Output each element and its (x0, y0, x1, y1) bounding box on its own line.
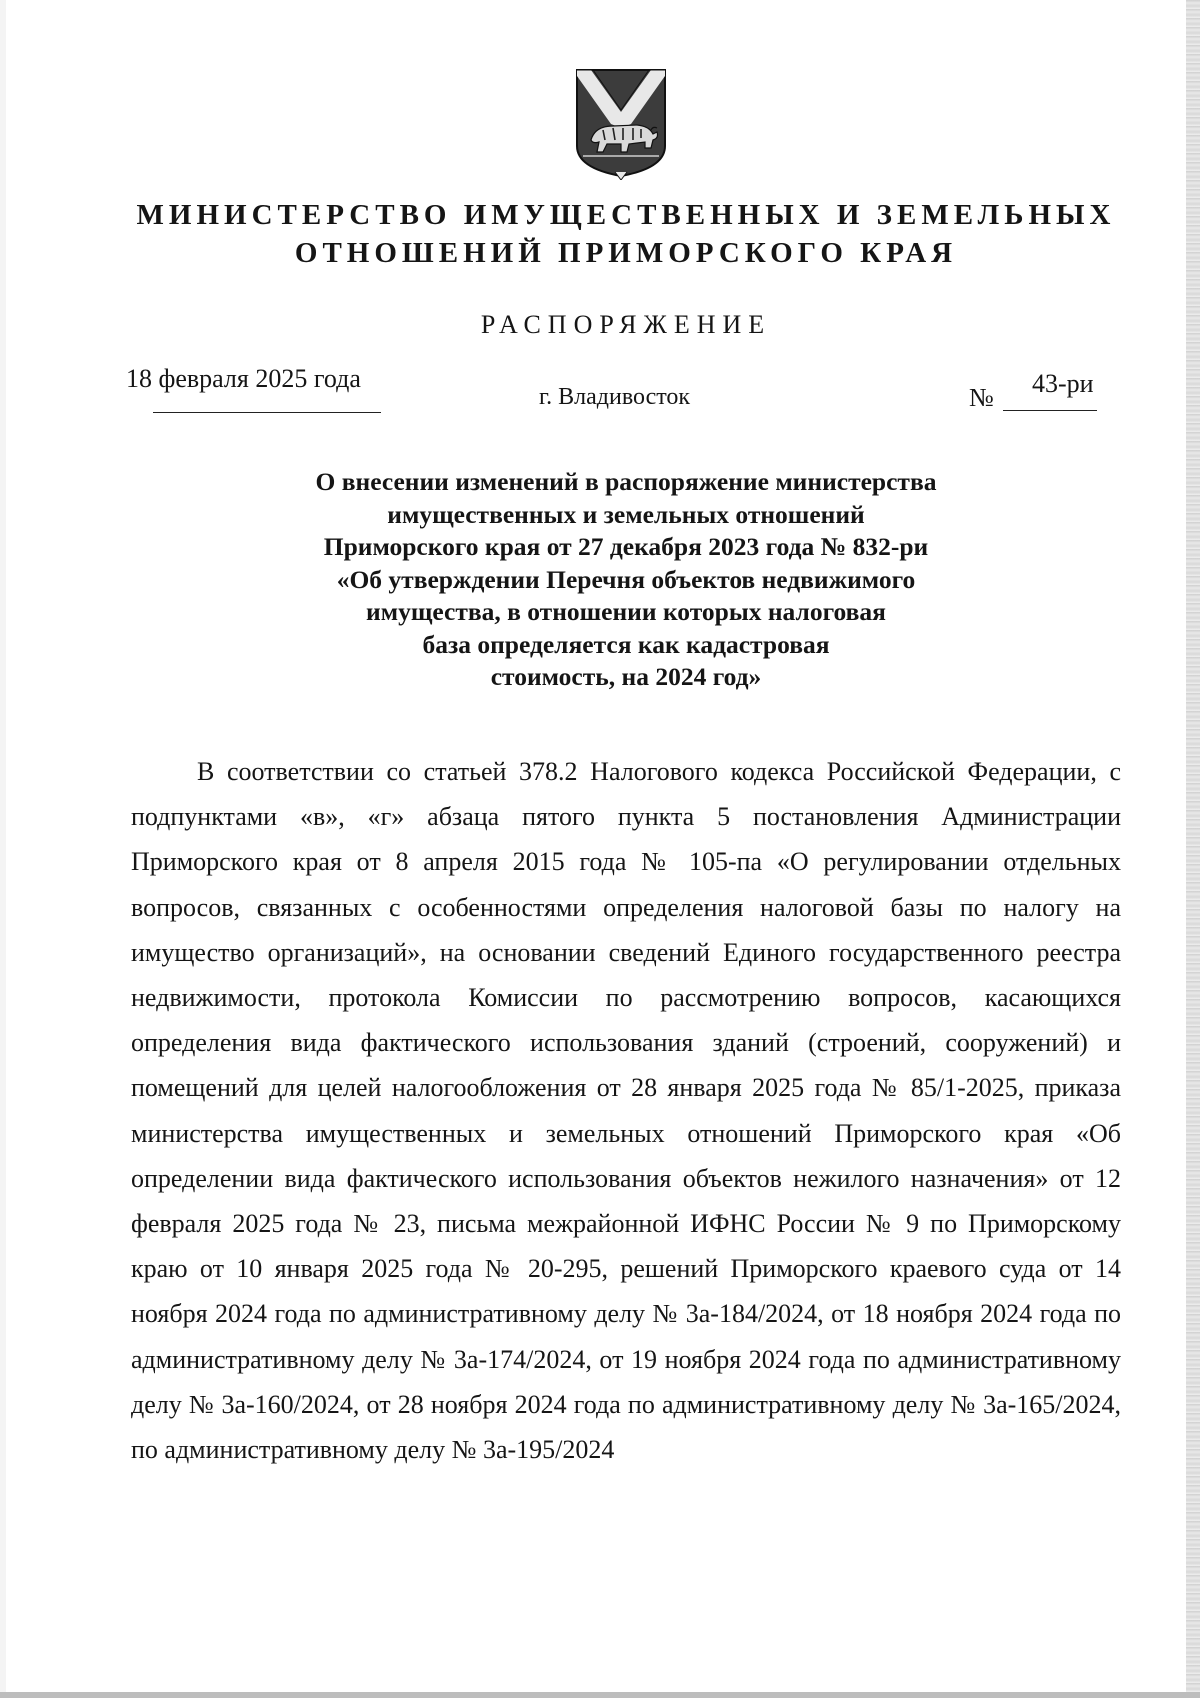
subject-line: имущественных и земельных отношений (387, 499, 865, 529)
date-underline (153, 412, 381, 413)
document-city: г. Владивосток (539, 384, 691, 410)
number-underline (1003, 410, 1097, 411)
subject-line: база определяется как кадастровая (422, 629, 830, 659)
ministry-name (6, 196, 1200, 272)
subject-line: О внесении изменений в распоряжение министерства (315, 467, 937, 496)
subject-line: Приморского края от 27 декабря 2023 года № 832-ри (323, 532, 929, 561)
primorsky-krai-coat-of-arms-icon (573, 68, 669, 180)
document-date: 18 февраля 2025 года (126, 364, 361, 393)
ministry-name-line: МИНИСТЕРСТВО ИМУЩЕСТВЕННЫХ И ЗЕМЕЛЬНЫХ (136, 199, 1116, 231)
body-paragraph: В соответствии со статьей 378.2 Налогового кодекса Российской Федерации, с подпунктами «в», «г» абзаца пятого пункта 5 постановления Администрации Приморского края от 8 апреля 2015 года № 105-па «О регулировании отдельных вопросов, связанных с особенностями определения налоговой базы по налогу на имущество организаций», на основании сведений Единого государственного реестра недвижимости, протокола Комиссии по рассмотрению вопросов, касающихся определения вида фактического использования зданий (строений, сооружений) и помещений для целей налогообложения от 28 января 2025 года № 85/1-2025, приказа министерства имущественных и земельных отношений Приморского края «Об определении вида фактического использования объектов нежилого назначения» от 12 февраля 2025 года № 23, письма межрайонной ИФНС России № 9 по Приморскому краю от 10 января 2025 года № 20-295, решений Приморского краевого суда от 14 ноября 2024 года по административному делу № 3а-184/2024, от 18 ноября 2024 года по административному делу № 3а-174/2024, от 19 ноября 2024 года по административному делу № 3а-160/2024, от 28 ноября 2024 года по административному делу № 3а-165/2024, по административному делу № 3а-195/2024 (131, 757, 1121, 1465)
number-sign: № (969, 383, 994, 412)
subject-line: «Об утверждении Перечня объектов недвижимого (336, 564, 916, 594)
document-page (6, 0, 1196, 1698)
document-subject (166, 466, 1086, 694)
document-number: 43-ри (1032, 369, 1094, 398)
subject-line: стоимость, на 2024 год» (490, 662, 762, 691)
scan-edge (0, 1692, 1200, 1698)
document-type-title: РАСПОРЯЖЕНИЕ (480, 310, 772, 339)
ministry-name-line: ОТНОШЕНИЙ ПРИМОРСКОГО КРАЯ (294, 237, 958, 269)
scan-edge (1186, 0, 1200, 1698)
subject-line: имущества, в отношении которых налоговая (366, 597, 886, 626)
